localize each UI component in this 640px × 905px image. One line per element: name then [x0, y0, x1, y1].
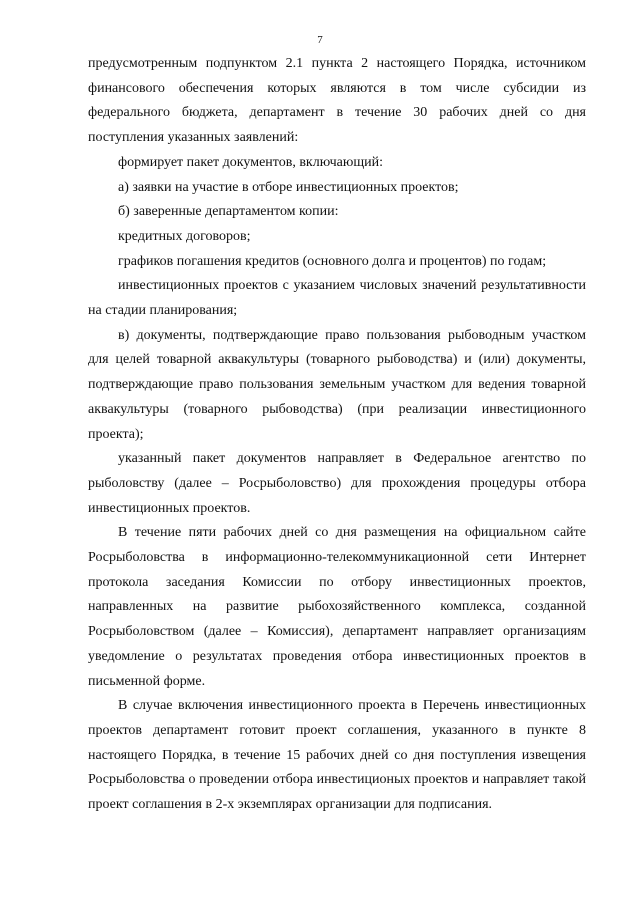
- paragraph-credit-agreements: кредитных договоров;: [118, 228, 251, 244]
- paragraph-notification: В течение пяти рабочих дней со дня размещения на официальном сайте Росрыболовства в информационно-телекоммуникационной сети Интернет протокола заседания Комиссии по отбору инвестиционных проектов, направленных на развитие рыбохозяйственного комплекса, созданной Росрыболовством (далее – Комиссия), департамент направляет организациям уведомление о результатах проведения отбора инвестиционных проектов в письменной форме.: [88, 525, 586, 689]
- paragraph-repayment-schedules: графиков погашения кредитов (основного долга и процентов) по годам;: [118, 253, 547, 269]
- paragraph-forms-package: формирует пакет документов, включающий:: [118, 154, 384, 170]
- document-body: [88, 52, 586, 818]
- paragraph-item-c: в) документы, подтверждающие право пользования рыбоводным участком для целей товарной аквакультуры (товарного рыбоводства) и (или) документы, подтверждающие право пользования земельным участком для ведения товарной аквакультуры (товарного рыбоводства) (при реализации инвестиционного проекта);: [88, 327, 586, 442]
- page-number: 7: [317, 34, 323, 46]
- paragraph-item-a: а) заявки на участие в отборе инвестиционных проектов;: [118, 179, 459, 195]
- paragraph-agreement-draft: В случае включения инвестиционного проекта в Перечень инвестиционных проектов департамент готовит проект соглашения, указанного в пункте 8 настоящего Порядка, в течение 15 рабочих дней со дня поступления извещения Росрыболовства о проведении отбора инвестиционых проектов и направляет такой проект соглашения в 2-х экземплярах организации для подписания.: [88, 698, 586, 813]
- paragraph-package-sent: указанный пакет документов направляет в Федеральное агентство по рыболовству (далее – Росрыболовство) для прохождения процедуры отбора инвестиционных проектов.: [88, 451, 586, 516]
- paragraph-investment-projects: инвестиционных проектов с указанием числовых значений результативности на стадии планирования;: [88, 278, 586, 319]
- paragraph-item-b: б) заверенные департаментом копии:: [118, 204, 339, 220]
- paragraph-continuation: предусмотренным подпунктом 2.1 пункта 2 настоящего Порядка, источником финансового обеспечения которых являются в том числе субсидии из федерального бюджета, департамент в течение 30 рабочих дней со дня поступления указанных заявлений:: [88, 56, 586, 146]
